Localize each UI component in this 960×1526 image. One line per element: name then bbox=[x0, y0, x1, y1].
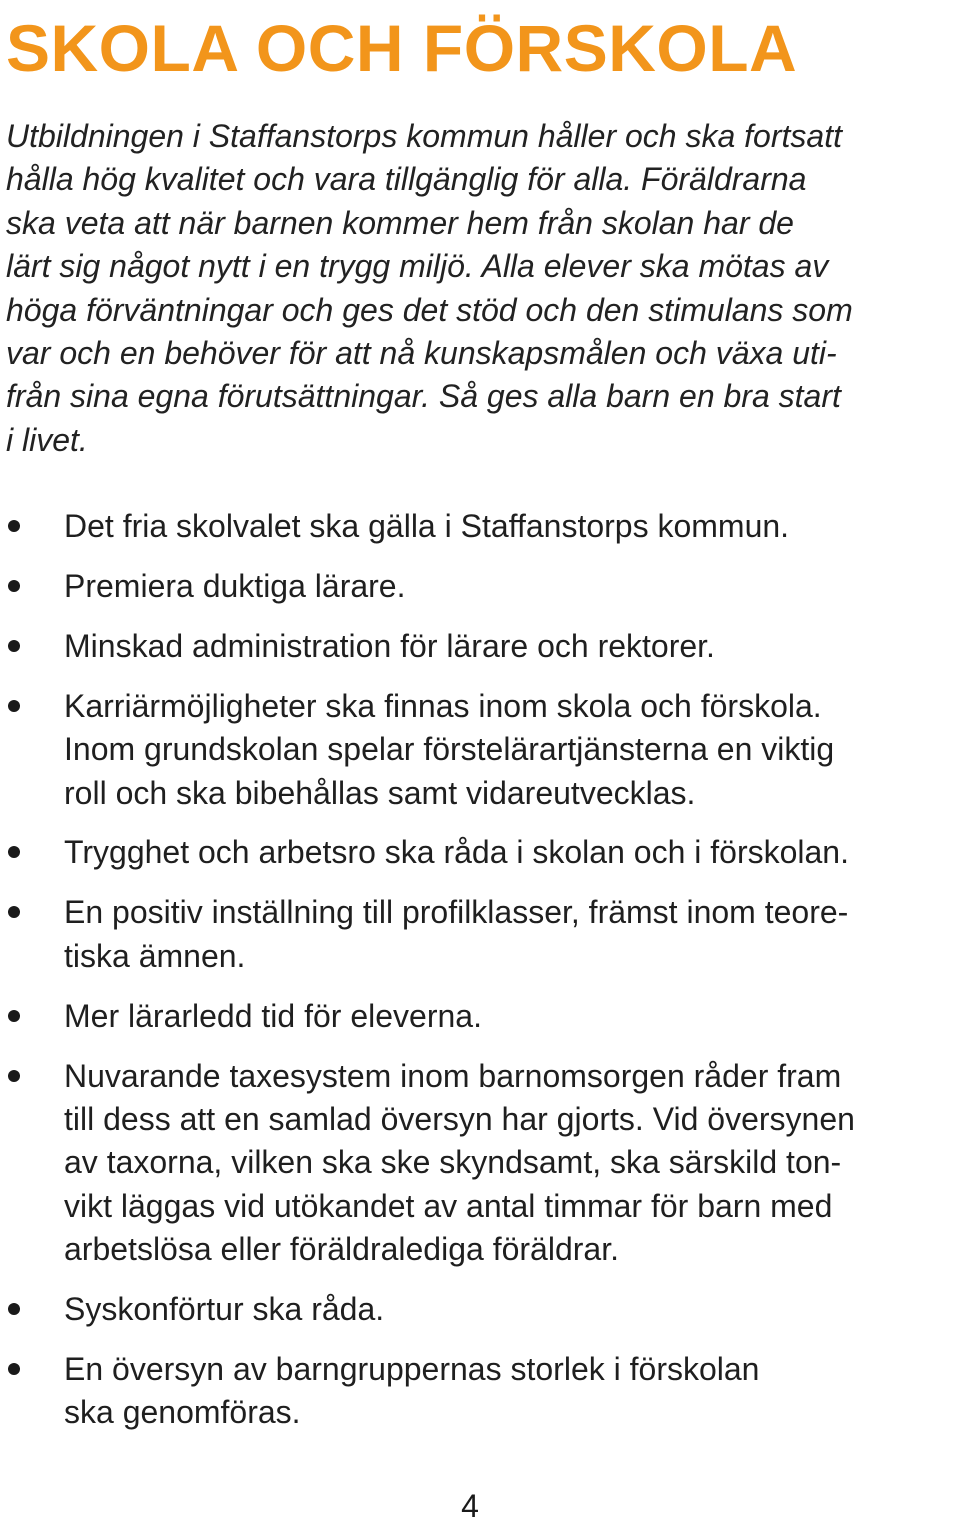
list-item bbox=[0, 891, 960, 978]
intro-line: Utbildningen i Staffanstorps kommun håller och ska fortsatt bbox=[6, 118, 842, 154]
list-item bbox=[0, 505, 960, 548]
intro-line: i livet. bbox=[6, 421, 88, 458]
bullet-icon bbox=[8, 1010, 20, 1022]
list-item bbox=[0, 1348, 960, 1435]
list-item bbox=[0, 625, 960, 668]
list-item-text: Premiera duktiga lärare. bbox=[64, 567, 406, 604]
list-item-text: roll och ska bibehållas samt vidareutvecklas. bbox=[64, 774, 696, 811]
bullet-icon bbox=[8, 1363, 20, 1375]
list-item-text: ska genomföras. bbox=[64, 1394, 301, 1431]
list-item-text: Syskonförtur ska råda. bbox=[64, 1291, 385, 1328]
list-item-text: En översyn av barngruppernas storlek i förskolan bbox=[64, 1351, 760, 1387]
intro-line: hålla hög kvalitet och vara tillgänglig för alla. Föräldrarna bbox=[6, 161, 807, 198]
list-item-text: till dess att en samlad översyn har gjorts. Vid översynen bbox=[64, 1100, 855, 1137]
list-item-text: Det fria skolvalet ska gälla i Staffanstorps kommun. bbox=[64, 508, 790, 544]
list-item-text: arbetslösa eller föräldralediga föräldrar. bbox=[64, 1231, 619, 1268]
bullet-icon bbox=[8, 1303, 20, 1315]
list-item-text: tiska ämnen. bbox=[64, 937, 246, 974]
bullet-icon bbox=[8, 640, 20, 652]
list-item-text: Karriärmöjligheter ska finnas inom skola och förskola. bbox=[64, 687, 822, 724]
list-item bbox=[0, 831, 960, 874]
bullet-icon bbox=[8, 906, 20, 918]
intro-line: höga förväntningar och ges det stöd och den stimulans som bbox=[6, 291, 853, 328]
bullet-icon bbox=[8, 846, 20, 858]
list-item-text: vikt läggas vid utökandet av antal timmar för barn med bbox=[64, 1187, 833, 1224]
list-item-text: Mer lärarledd tid för eleverna. bbox=[64, 997, 482, 1034]
page-number: 4 bbox=[461, 1488, 479, 1524]
list-item-text: En positiv inställning till profilklasser, främst inom teore- bbox=[64, 894, 849, 931]
intro-paragraph bbox=[6, 115, 958, 462]
list-item-text: Nuvarande taxesystem inom barnomsorgen råder fram bbox=[64, 1057, 842, 1094]
list-item bbox=[0, 995, 960, 1038]
list-item-text: Inom grundskolan spelar förstelärartjänsterna en viktig bbox=[64, 731, 835, 768]
list-item bbox=[0, 565, 960, 608]
list-item-text: Trygghet och arbetsro ska råda i skolan och i förskolan. bbox=[64, 834, 849, 871]
list-item bbox=[0, 1288, 960, 1331]
intro-line: lärt sig något nytt i en trygg miljö. Alla elever ska mötas av bbox=[6, 248, 829, 285]
bullet-list bbox=[0, 505, 960, 1451]
intro-line: från sina egna förutsättningar. Så ges alla barn en bra start bbox=[6, 378, 841, 415]
list-item-text: Minskad administration för lärare och rektorer. bbox=[64, 627, 715, 664]
bullet-icon bbox=[8, 580, 20, 592]
page-title: SKOLA OCH FÖRSKOLA bbox=[6, 11, 798, 85]
bullet-icon bbox=[8, 700, 20, 712]
list-item bbox=[0, 685, 960, 815]
bullet-icon bbox=[8, 520, 20, 532]
list-item-text: av taxorna, vilken ska ske skyndsamt, ska särskild ton- bbox=[64, 1144, 842, 1181]
intro-line: ska veta att när barnen kommer hem från skolan har de bbox=[6, 204, 794, 241]
bullet-icon bbox=[8, 1070, 20, 1082]
list-item bbox=[0, 1055, 960, 1272]
intro-line: var och en behöver för att nå kunskapsmålen och växa uti- bbox=[6, 335, 837, 372]
